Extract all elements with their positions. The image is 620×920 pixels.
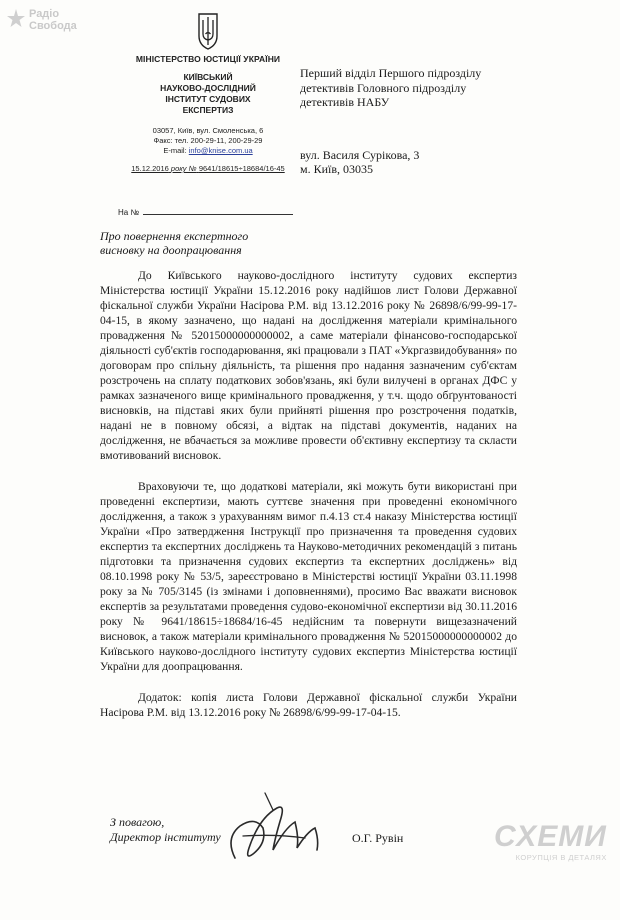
registration-date: 15.12.2016 bbox=[131, 164, 169, 173]
recipient-street: вул. Василя Сурікова, 3 bbox=[300, 147, 420, 162]
handwritten-signature bbox=[215, 788, 355, 868]
radio-svoboda-logo-icon bbox=[6, 8, 26, 30]
institute-address: 03057, Київ, вул. Смоленська, 6 bbox=[152, 126, 264, 135]
signature-block bbox=[110, 815, 221, 845]
recipient-line3: детективів НАБУ bbox=[300, 95, 390, 109]
reference-number-line: На № bbox=[118, 206, 293, 217]
watermark-line2: Свобода bbox=[29, 20, 77, 32]
letterhead bbox=[108, 12, 308, 173]
recipient-line1: Перший відділ Першого підрозділу bbox=[300, 66, 482, 80]
schemy-tagline: КОРУПЦІЯ В ДЕТАЛЯХ bbox=[515, 853, 607, 862]
schemy-watermark bbox=[494, 822, 607, 862]
schemy-brand: СХЕМИ bbox=[494, 820, 607, 853]
recipient-city: м. Київ, 03035 bbox=[300, 162, 374, 176]
watermark-line1: Радіо bbox=[29, 8, 60, 20]
body-paragraph-2: Враховуючи те, що додаткові матеріали, які можуть бути використані при проведенні експертизи, мають суттєве значення при проведенні економічного дослідження, а також з урахуванням вимог п.4.13 ст.4 наказу Міністерства юстиції України «Про затвердження Інструкції про призначення та проведення судових експертиз та експертних досліджень та Науково-методичних рекомендацій з питань підготовки та призначення судових експертиз та експертних досліджень» від 08.10.1998 року № 53/5, зареєстровано в Міністерстві юстиції України 03.11.1998 року за № 705/3145 (із змінами і доповненнями), просимо Вас вважати висновок експертів за результатами проведення судово-економічної експертизи від 30.11.2016 року № 9641/18615÷18684/16-45 недійсним та повернути вищезазначений висновок, а також матеріали кримінального провадження № 52015000000000002 до Київського науково-дослідного інституту судових експертиз Міністерства юстиції України для доопрацювання. bbox=[100, 480, 517, 673]
recipient-line2: детективів Головного підрозділу bbox=[300, 80, 467, 95]
registration-number: 9641/18615÷18684/16-45 bbox=[198, 164, 285, 173]
institute-fax: Факс: тел. 200-29-11, 200-29-29 bbox=[153, 136, 263, 145]
institute-email: E-mail: info@knise.com.ua bbox=[163, 146, 253, 155]
closing-regards: З повагою, bbox=[110, 815, 165, 829]
recipient-block bbox=[300, 66, 600, 177]
letter-body bbox=[100, 268, 517, 720]
body-paragraph-1: До Київського науково-дослідного інституту судових експертиз Міністерства юстиції України 15.12.2016 року надійшов лист Голови Державної фіскальної служби України Насірова Р.М. від 13.12.2016 року № 26898/6/99-99-17-04-15, в якому зазначено, що надані на дослідження матеріали кримінального провадження № 52015000000000002, а саме матеріали фінансово-господарської діяльності суб'єктів господарювання, які працювали з ПАТ «Укргазвидобування» по договорам про спільну діяльність, та рішення про надання зазначеним суб'єктам розстрочень на сплату податкових зобов'язань, які були вилучені в органах ДФС у рамках зазначеного вище кримінального провадження, у т.ч. щодо обґрунтованості висновків, на підставі яких були прийняті рішення про розстрочення податків, надані не в повному обсязі, а відтак на підставі документів, наданих на дослідження, не вбачається за можливе провести об'єктивну експертизу та скласти вмотивований висновок. bbox=[100, 269, 517, 462]
letter-subject: Про повернення експертного висновку на доопрацювання bbox=[100, 229, 249, 257]
radio-svoboda-watermark bbox=[6, 8, 77, 32]
signer-position: Директор інституту bbox=[110, 830, 221, 844]
signer-name: О.Г. Рувін bbox=[352, 831, 404, 845]
institute-name: КИЇВСЬКИЙ НАУКОВО-ДОСЛІДНИЙ ІНСТИТУТ СУДОВИХ ЕКСПЕРТИЗ bbox=[160, 72, 256, 115]
attachment-note: Додаток: копія листа Голови Державної фіскальної служби України Насірова Р.М. від 13.12.2016 року № 26898/6/99-99-17-04-15. bbox=[100, 691, 517, 719]
registration-line: 15.12.2016 року № 9641/18615÷18684/16-45 bbox=[131, 164, 285, 173]
coat-of-arms-icon bbox=[197, 12, 219, 50]
ministry-name: МІНІСТЕРСТВО ЮСТИЦІЇ УКРАЇНИ bbox=[135, 54, 281, 64]
institute-contacts bbox=[108, 126, 308, 156]
email-link[interactable]: info@knise.com.ua bbox=[188, 146, 253, 155]
